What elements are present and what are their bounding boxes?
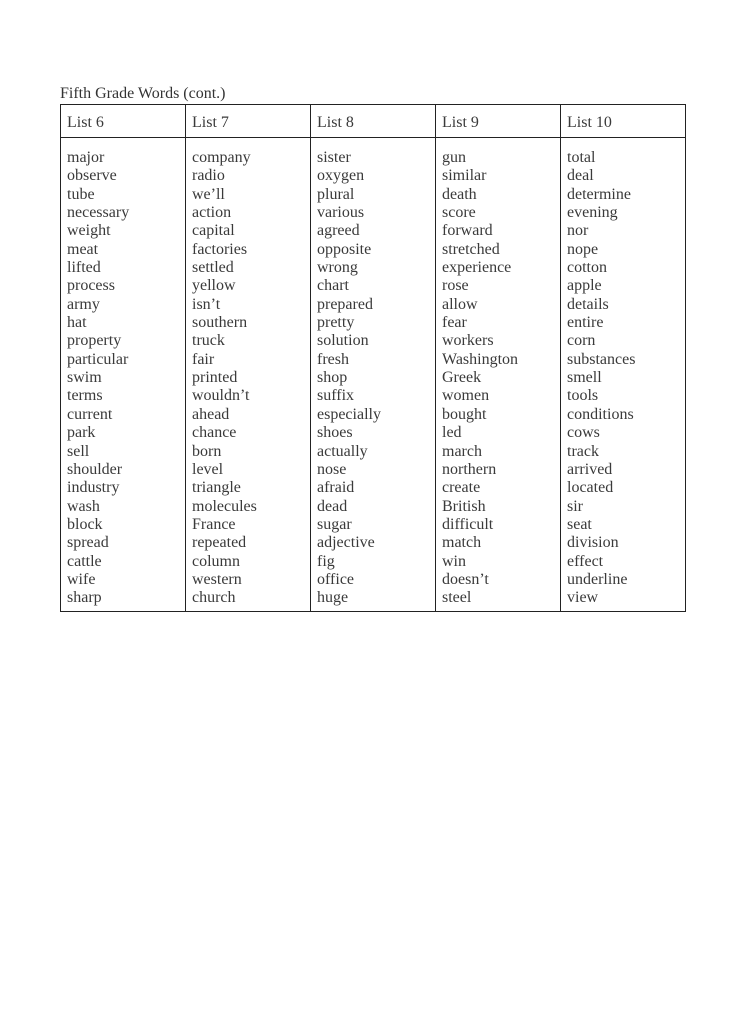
word-item: chart (317, 277, 349, 295)
word-item: determine (567, 185, 631, 203)
word-item: nope (567, 240, 599, 258)
word-item: British (442, 497, 486, 515)
word-item: plural (317, 185, 355, 203)
word-item: adjective (317, 534, 375, 552)
word-item: office (317, 570, 355, 588)
word-item: total (567, 149, 596, 166)
word-item: underline (567, 570, 628, 588)
word-item: huge (317, 589, 349, 607)
word-list (61, 138, 185, 608)
word-item: division (567, 534, 619, 552)
word-item: prepared (317, 295, 373, 313)
word-item: weight (67, 222, 111, 240)
word-list (561, 138, 685, 608)
word-item: shoes (317, 424, 353, 442)
word-item: corn (567, 332, 596, 350)
column-header: List 10 (561, 105, 685, 138)
word-list (186, 138, 310, 608)
word-list-column (61, 105, 186, 611)
word-item: apple (567, 277, 602, 295)
word-item: steel (442, 589, 472, 607)
word-item: effect (567, 552, 604, 570)
word-item: solution (317, 332, 369, 350)
column-header: List 6 (61, 105, 185, 138)
word-item: molecules (192, 497, 257, 515)
word-item: allow (442, 295, 478, 313)
word-item: observe (67, 167, 117, 185)
word-item: triangle (192, 479, 241, 497)
word-list-column (436, 105, 561, 611)
word-item: army (67, 295, 100, 313)
word-item: nose (317, 460, 347, 478)
word-item: score (442, 204, 476, 222)
word-item: actually (317, 442, 368, 460)
word-item: fresh (317, 350, 349, 368)
word-item: company (192, 149, 251, 166)
word-item: oxygen (317, 167, 365, 185)
word-item: particular (67, 350, 129, 368)
word-item: stretched (442, 240, 500, 258)
word-item: action (192, 204, 232, 222)
word-item: western (192, 570, 242, 588)
word-item: sharp (67, 589, 102, 607)
word-item: sell (67, 442, 90, 460)
word-item: wife (67, 570, 96, 588)
word-item: southern (192, 314, 248, 332)
page-title: Fifth Grade Words (cont.) (60, 85, 226, 102)
word-table (60, 104, 686, 612)
word-item: arrived (567, 460, 613, 478)
word-item: various (317, 204, 365, 222)
word-item: terms (67, 387, 103, 405)
word-item: pretty (317, 314, 355, 332)
word-item: workers (442, 332, 494, 350)
word-item: sugar (317, 515, 352, 533)
word-item: agreed (317, 222, 360, 240)
word-list-column (311, 105, 436, 611)
word-item: similar (442, 167, 487, 185)
word-item: seat (567, 515, 592, 533)
word-list-column (186, 105, 311, 611)
word-item: ahead (192, 405, 230, 423)
word-item: born (192, 442, 222, 460)
word-item: substances (567, 350, 636, 368)
word-item: march (442, 442, 482, 460)
word-item: repeated (192, 534, 247, 552)
word-item: truck (192, 332, 225, 350)
word-item: current (67, 405, 113, 423)
word-item: factories (192, 240, 248, 258)
word-item: property (67, 332, 122, 350)
word-item: women (442, 387, 490, 405)
word-item: view (567, 589, 599, 607)
column-header: List 9 (436, 105, 560, 138)
column-header: List 7 (186, 105, 310, 138)
word-item: shop (317, 369, 348, 387)
word-list (311, 138, 435, 608)
word-item: suffix (317, 387, 355, 405)
word-item: printed (192, 369, 238, 387)
word-item: major (67, 149, 105, 166)
word-item: cattle (67, 552, 102, 570)
word-item: column (192, 552, 240, 570)
word-item: settled (192, 259, 234, 277)
word-item: conditions (567, 405, 634, 423)
word-item: opposite (317, 240, 372, 258)
word-item: northern (442, 460, 497, 478)
word-item: dead (317, 497, 348, 515)
word-item: shoulder (67, 460, 123, 478)
column-header: List 8 (311, 105, 435, 138)
word-item: hat (67, 314, 87, 332)
word-item: fig (317, 552, 335, 570)
word-item: match (442, 534, 482, 552)
word-item: Greek (442, 369, 482, 387)
word-item: necessary (67, 204, 130, 222)
word-item: afraid (317, 479, 355, 497)
word-item: nor (567, 222, 589, 240)
word-item: park (67, 424, 96, 442)
word-item: block (67, 515, 103, 533)
word-item: fair (192, 350, 215, 368)
word-item: industry (67, 479, 120, 497)
word-item: capital (192, 222, 235, 240)
word-item: meat (67, 240, 99, 258)
word-item: evening (567, 204, 618, 222)
word-item: yellow (192, 277, 236, 295)
word-item: entire (567, 314, 604, 332)
word-item: tools (567, 387, 599, 405)
word-item: create (442, 479, 481, 497)
word-item: experience (442, 259, 512, 277)
word-item: difficult (442, 515, 494, 533)
word-item: win (442, 552, 466, 570)
word-item: sir (567, 497, 583, 515)
word-item: church (192, 589, 236, 607)
word-item: tube (67, 185, 95, 203)
word-item: chance (192, 424, 237, 442)
word-item: wouldn’t (192, 387, 250, 405)
word-item: forward (442, 222, 493, 240)
word-item: swim (67, 369, 102, 387)
word-item: led (442, 424, 462, 442)
word-item: track (567, 442, 599, 460)
word-item: cows (567, 424, 600, 442)
word-item: details (567, 295, 609, 313)
word-list-column (561, 105, 685, 611)
word-list (436, 138, 560, 608)
word-item: wrong (317, 259, 358, 277)
word-item: we’ll (192, 185, 225, 203)
word-item: gun (442, 149, 466, 166)
word-item: located (567, 479, 614, 497)
word-item: cotton (567, 259, 607, 277)
word-item: level (192, 460, 224, 478)
word-item: process (67, 277, 115, 295)
word-item: wash (67, 497, 100, 515)
word-item: Washington (442, 350, 519, 368)
word-item: lifted (67, 259, 101, 277)
word-item: isn’t (192, 295, 221, 313)
word-item: fear (442, 314, 467, 332)
word-item: especially (317, 405, 381, 423)
word-item: rose (442, 277, 469, 295)
word-item: radio (192, 167, 225, 185)
word-item: bought (442, 405, 487, 423)
word-item: deal (567, 167, 594, 185)
word-item: death (442, 185, 477, 203)
word-item: doesn’t (442, 570, 489, 588)
word-item: spread (67, 534, 109, 552)
word-item: smell (567, 369, 602, 387)
word-item: sister (317, 149, 351, 166)
word-item: France (192, 515, 236, 533)
